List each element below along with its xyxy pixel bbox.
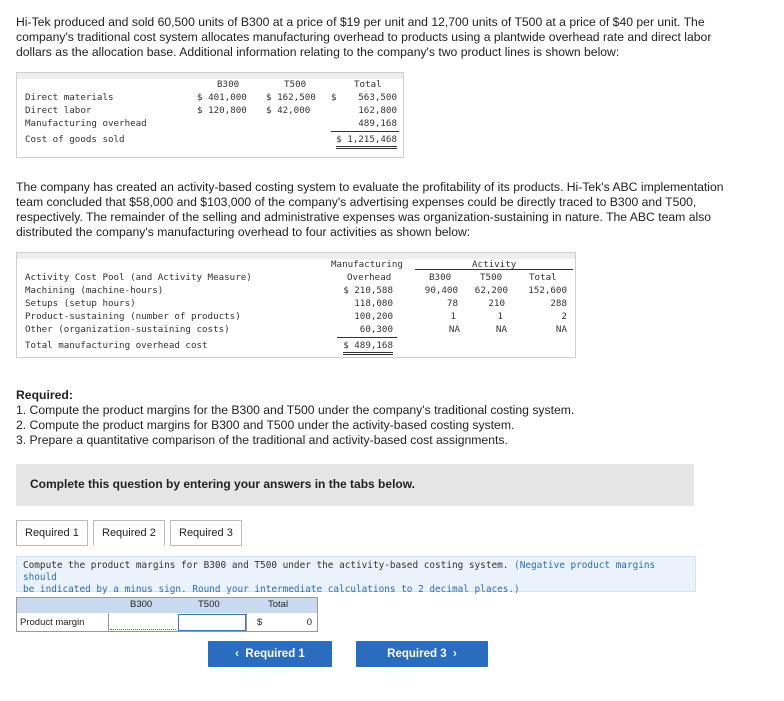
required-section — [16, 388, 574, 448]
b300-margin-input[interactable] — [110, 615, 176, 630]
row-label: Direct materials — [25, 92, 114, 103]
intro-line: dollars as the allocation base. Additional information relating to the company's two product lines is shown below: — [16, 45, 620, 59]
col-header-total: Total — [529, 272, 557, 283]
instruction-box — [16, 556, 696, 595]
next-button[interactable] — [356, 641, 488, 667]
cell-value: 2 — [561, 311, 567, 322]
cell-value: NA — [448, 324, 460, 335]
required-item: 2. Compute the product margins for B300 and T500 under the activity-based costing system. — [16, 418, 515, 432]
row-label: Direct labor — [25, 105, 92, 116]
cell-value: 100,200 — [354, 311, 393, 322]
col-header-t500: T500 — [284, 79, 307, 90]
cell-value: $ — [331, 92, 337, 103]
row-label: Machining (machine-hours) — [25, 285, 164, 296]
answer-header-b300: B300 — [130, 599, 153, 610]
total-value: $ 489,168 — [343, 340, 393, 355]
instruction-note: (Negative product margins should — [23, 560, 656, 583]
abc-paragraph — [16, 180, 724, 240]
cell-value: $ 1,215,468 — [336, 134, 397, 149]
col-header-b300: B300 — [429, 272, 452, 283]
instruction-text: Compute the product margins for B300 and T500 under the activity-based costing system. — [23, 560, 509, 571]
intro-line: Hi-Tek produced and sold 60,500 units of B300 at a price of $19 per unit and 12,700 units of T500 at a price of $40 per unit. The — [16, 15, 705, 29]
row-label: Cost of goods sold — [25, 134, 125, 145]
row-label: Product-sustaining (number of products) — [25, 311, 241, 322]
mo-header: Manufacturing — [331, 259, 403, 270]
total-margin-value: 0 — [306, 617, 312, 628]
abc-line: team concluded that $58,000 and $103,000 of the company's advertising expenses could be directly traced to B300 and T500, — [16, 195, 697, 209]
cell-value: 60,300 — [359, 324, 393, 335]
col-label-header: Activity Cost Pool (and Activity Measure) — [25, 272, 252, 283]
intro-paragraph — [16, 15, 711, 60]
cell-value: 288 — [550, 298, 567, 309]
t500-margin-input[interactable] — [178, 614, 246, 631]
row-label: Setups (setup hours) — [25, 298, 136, 309]
answer-header-t500: T500 — [198, 599, 220, 610]
activity-cost-table — [16, 252, 576, 358]
col-header-t500: T500 — [480, 272, 503, 283]
cell-value: 563,500 — [358, 92, 397, 103]
tab-required-2[interactable]: Required 2 — [93, 520, 165, 546]
prev-button[interactable] — [208, 641, 332, 667]
cell-value: 152,600 — [528, 285, 567, 296]
cell-value: $ 162,500 — [266, 92, 316, 103]
instruction-note: be indicated by a minus sign. Round your intermediate calculations to 2 decimal places.) — [23, 584, 520, 595]
traditional-cost-table — [16, 72, 404, 158]
cell-value: $ 401,000 — [197, 92, 247, 103]
cell-value: 78 — [446, 298, 458, 309]
cell-value: 118,080 — [354, 298, 393, 309]
cell-value: NA — [555, 324, 567, 335]
answer-row-label: Product margin — [20, 617, 85, 628]
row-label: Manufacturing overhead — [25, 118, 147, 129]
row-label: Other (organization-sustaining costs) — [25, 324, 230, 335]
cell-value: 1 — [497, 311, 503, 322]
chevron-left-icon: ‹ — [235, 648, 239, 660]
cell-value: 90,400 — [424, 285, 458, 296]
tab-required-1[interactable]: Required 1 — [16, 520, 88, 546]
abc-line: The company has created an activity-based costing system to evaluate the profitability of its products. Hi-Tek's ABC implementation — [16, 180, 724, 194]
total-dollar: $ — [257, 617, 263, 628]
activity-header: Activity — [472, 259, 517, 270]
cell-value: $ 210,588 — [343, 285, 393, 296]
cell-value: NA — [495, 324, 507, 335]
col-header-total: Total — [354, 79, 382, 90]
next-button-label: Required 3 — [387, 648, 447, 660]
required-heading: Required: — [16, 388, 73, 402]
required-item: 1. Compute the product margins for the B300 and T500 under the company's traditional costing system. — [16, 403, 575, 417]
complete-question-band — [16, 464, 694, 506]
mo-subheader: Overhead — [347, 272, 392, 283]
answer-header-total: Total — [268, 599, 289, 610]
complete-question-text: Complete this question by entering your answers in the tabs below. — [30, 477, 415, 491]
cell-value: $ 42,000 — [266, 105, 311, 116]
cell-value: 162,800 — [358, 105, 397, 116]
abc-line: respectively. The remainder of the selling and administrative expenses was organization-sustaining in nature. The ABC team also — [16, 210, 712, 224]
required-item: 3. Prepare a quantitative comparison of the traditional and activity-based cost assignments. — [16, 433, 508, 447]
col-header-b300: B300 — [217, 79, 240, 90]
cell-value: 210 — [488, 298, 505, 309]
abc-line: distributed the company's manufacturing overhead to four activities as shown below: — [16, 225, 471, 239]
cell-value: $ 120,800 — [197, 105, 247, 116]
intro-line: company's traditional cost system allocates manufacturing overhead to products using a plantwide overhead rate and direct labor — [16, 30, 712, 44]
cell-value: 62,200 — [474, 285, 508, 296]
chevron-right-icon: › — [452, 648, 457, 660]
tab-required-3[interactable]: Required 3 — [170, 520, 242, 546]
cell-value: 489,168 — [358, 118, 397, 129]
total-label: Total manufacturing overhead cost — [25, 340, 208, 351]
prev-button-label: Required 1 — [245, 648, 305, 660]
cell-value: 1 — [450, 311, 456, 322]
